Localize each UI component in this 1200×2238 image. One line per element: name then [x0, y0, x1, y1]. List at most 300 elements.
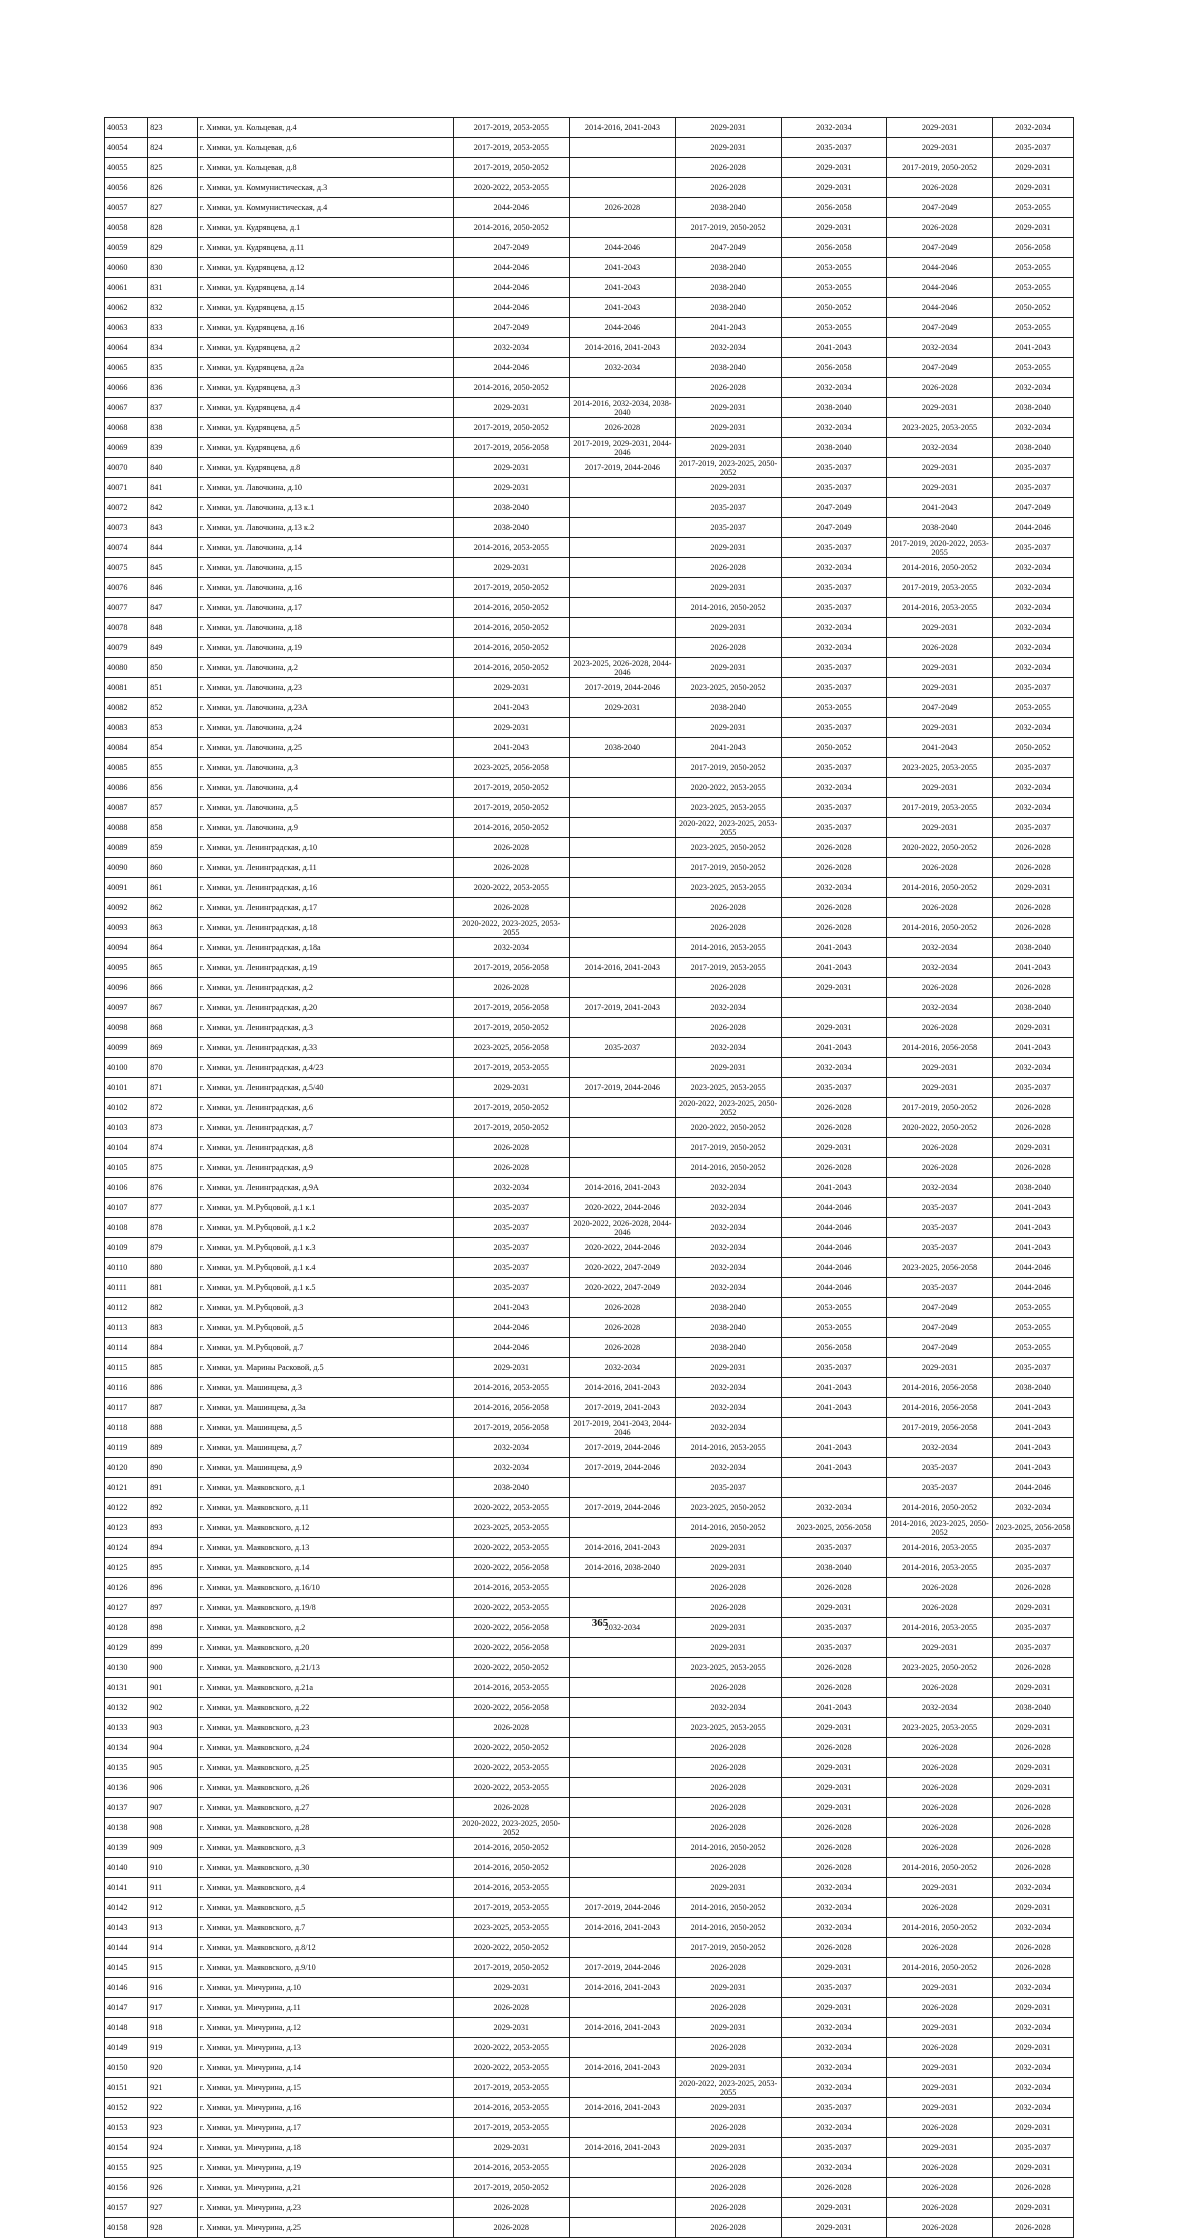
- seq-number-cell: 915: [148, 1958, 198, 1978]
- address-cell: г. Химки, ул. Лавочкина, д.24: [197, 718, 453, 738]
- period-cell-4: 2029-2031: [781, 1778, 887, 1798]
- period-cell-2: 2017-2019, 2044-2046: [570, 1498, 676, 1518]
- table-row: [105, 618, 1074, 638]
- seq-number-cell: 842: [148, 498, 198, 518]
- address-cell: г. Химки, ул. Кудрявцева, д.11: [197, 238, 453, 258]
- period-cell-2: [570, 158, 676, 178]
- table-row: [105, 1578, 1074, 1598]
- period-cell-3: 2029-2031: [675, 398, 781, 418]
- period-cell-3: 2026-2028: [675, 2158, 781, 2178]
- period-cell-3: 2029-2031: [675, 658, 781, 678]
- period-cell-5: 2026-2028: [887, 1778, 993, 1798]
- period-cell-1: 2020-2022, 2053-2055: [453, 1778, 570, 1798]
- seq-number-cell: 887: [148, 1398, 198, 1418]
- seq-number-cell: 924: [148, 2138, 198, 2158]
- period-cell-6: 2032-2034: [992, 618, 1073, 638]
- period-cell-3: 2020-2022, 2050-2052: [675, 1118, 781, 1138]
- seq-number-cell: 839: [148, 438, 198, 458]
- period-cell-6: 2032-2034: [992, 658, 1073, 678]
- period-cell-1: 2029-2031: [453, 398, 570, 418]
- period-cell-1: 2026-2028: [453, 898, 570, 918]
- period-cell-6: 2053-2055: [992, 198, 1073, 218]
- period-cell-6: 2035-2037: [992, 1618, 1073, 1638]
- seq-number-cell: 908: [148, 1818, 198, 1838]
- period-cell-6: 2026-2028: [992, 1118, 1073, 1138]
- period-cell-3: 2026-2028: [675, 1958, 781, 1978]
- period-cell-1: 2029-2031: [453, 2138, 570, 2158]
- period-cell-6: 2053-2055: [992, 1298, 1073, 1318]
- address-cell: г. Химки, ул. М.Рубцовой, д.5: [197, 1318, 453, 1338]
- row-id-cell: 40158: [105, 2218, 148, 2238]
- address-cell: г. Химки, ул. Лавочкина, д.15: [197, 558, 453, 578]
- period-cell-3: 2032-2034: [675, 1398, 781, 1418]
- period-cell-3: 2026-2028: [675, 2038, 781, 2058]
- seq-number-cell: 884: [148, 1338, 198, 1358]
- period-cell-2: [570, 638, 676, 658]
- period-cell-3: 2023-2025, 2053-2055: [675, 798, 781, 818]
- period-cell-2: 2014-2016, 2041-2043: [570, 1918, 676, 1938]
- row-id-cell: 40140: [105, 1858, 148, 1878]
- table-row: [105, 238, 1074, 258]
- seq-number-cell: 896: [148, 1578, 198, 1598]
- seq-number-cell: 889: [148, 1438, 198, 1458]
- address-cell: г. Химки, ул. Маяковского, д.13: [197, 1538, 453, 1558]
- period-cell-1: 2044-2046: [453, 298, 570, 318]
- address-cell: г. Химки, ул. Мичурина, д.13: [197, 2038, 453, 2058]
- period-cell-3: 2020-2022, 2023-2025, 2053-2055: [675, 818, 781, 838]
- period-cell-3: 2014-2016, 2053-2055: [675, 938, 781, 958]
- period-cell-5: 2014-2016, 2023-2025, 2050-2052: [887, 1518, 993, 1538]
- period-cell-5: 2041-2043: [887, 498, 993, 518]
- row-id-cell: 40118: [105, 1418, 148, 1438]
- table-row: [105, 458, 1074, 478]
- period-cell-6: 2035-2037: [992, 1538, 1073, 1558]
- period-cell-6: 2041-2043: [992, 1198, 1073, 1218]
- row-id-cell: 40109: [105, 1238, 148, 1258]
- period-cell-2: 2014-2016, 2041-2043: [570, 338, 676, 358]
- seq-number-cell: 906: [148, 1778, 198, 1798]
- row-id-cell: 40136: [105, 1778, 148, 1798]
- period-cell-6: 2032-2034: [992, 1498, 1073, 1518]
- period-cell-1: 2026-2028: [453, 1998, 570, 2018]
- seq-number-cell: 882: [148, 1298, 198, 1318]
- period-cell-5: 2014-2016, 2050-2052: [887, 558, 993, 578]
- period-cell-5: 2047-2049: [887, 1318, 993, 1338]
- address-cell: г. Химки, ул. Коммунистическая, д.4: [197, 198, 453, 218]
- period-cell-3: 2014-2016, 2050-2052: [675, 1518, 781, 1538]
- period-cell-5: 2044-2046: [887, 278, 993, 298]
- period-cell-6: 2029-2031: [992, 1898, 1073, 1918]
- row-id-cell: 40058: [105, 218, 148, 238]
- table-row: [105, 2158, 1074, 2178]
- period-cell-6: 2041-2043: [992, 1458, 1073, 1478]
- period-cell-6: 2041-2043: [992, 958, 1073, 978]
- period-cell-1: 2014-2016, 2053-2055: [453, 1378, 570, 1398]
- period-cell-5: 2023-2025, 2056-2058: [887, 1258, 993, 1278]
- period-cell-6: 2029-2031: [992, 2198, 1073, 2218]
- address-cell: г. Химки, ул. Маяковского, д.5: [197, 1898, 453, 1918]
- period-cell-4: 2026-2028: [781, 1098, 887, 1118]
- address-cell: г. Химки, ул. Кудрявцева, д.8: [197, 458, 453, 478]
- period-cell-5: 2026-2028: [887, 1138, 993, 1158]
- period-cell-5: 2041-2043: [887, 738, 993, 758]
- period-cell-1: 2017-2019, 2050-2052: [453, 578, 570, 598]
- period-cell-3: 2026-2028: [675, 2218, 781, 2238]
- period-cell-4: 2035-2037: [781, 538, 887, 558]
- period-cell-6: 2053-2055: [992, 1318, 1073, 1338]
- seq-number-cell: 901: [148, 1678, 198, 1698]
- address-cell: г. Химки, ул. Маяковского, д.25: [197, 1758, 453, 1778]
- row-id-cell: 40060: [105, 258, 148, 278]
- period-cell-4: [781, 998, 887, 1018]
- period-cell-4: 2044-2046: [781, 1238, 887, 1258]
- period-cell-2: 2014-2016, 2041-2043: [570, 1378, 676, 1398]
- address-cell: г. Химки, ул. Ленинградская, д.6: [197, 1098, 453, 1118]
- table-row: [105, 2038, 1074, 2058]
- period-cell-6: 2026-2028: [992, 1658, 1073, 1678]
- period-cell-5: 2023-2025, 2050-2052: [887, 1658, 993, 1678]
- address-cell: г. Химки, ул. Кудрявцева, д.15: [197, 298, 453, 318]
- period-cell-4: 2032-2034: [781, 2118, 887, 2138]
- period-cell-1: 2026-2028: [453, 858, 570, 878]
- address-cell: г. Химки, ул. Кудрявцева, д.6: [197, 438, 453, 458]
- period-cell-6: 2032-2034: [992, 578, 1073, 598]
- period-cell-6: 2035-2037: [992, 818, 1073, 838]
- address-cell: г. Химки, ул. Маяковского, д.3: [197, 1838, 453, 1858]
- period-cell-6: 2029-2031: [992, 1758, 1073, 1778]
- address-cell: г. Химки, ул. Лавочкина, д.10: [197, 478, 453, 498]
- address-cell: г. Химки, ул. Коммунистическая, д.3: [197, 178, 453, 198]
- period-cell-6: 2035-2037: [992, 138, 1073, 158]
- period-cell-4: 2044-2046: [781, 1278, 887, 1298]
- period-cell-3: 2035-2037: [675, 518, 781, 538]
- seq-number-cell: 823: [148, 118, 198, 138]
- period-cell-2: [570, 818, 676, 838]
- address-cell: г. Химки, ул. Мичурина, д.15: [197, 2078, 453, 2098]
- period-cell-1: 2014-2016, 2050-2052: [453, 638, 570, 658]
- table-row: [105, 2058, 1074, 2078]
- address-cell: г. Химки, ул. Ленинградская, д.9: [197, 1158, 453, 1178]
- period-cell-5: 2035-2037: [887, 1198, 993, 1218]
- period-cell-6: 2032-2034: [992, 2058, 1073, 2078]
- period-cell-5: 2029-2031: [887, 398, 993, 418]
- period-cell-2: [570, 1818, 676, 1838]
- period-cell-2: 2020-2022, 2044-2046: [570, 1238, 676, 1258]
- address-cell: г. Химки, ул. Лавочкина, д.25: [197, 738, 453, 758]
- table-row: [105, 318, 1074, 338]
- period-cell-1: 2029-2031: [453, 458, 570, 478]
- address-cell: г. Химки, ул. Лавочкина, д.3: [197, 758, 453, 778]
- row-id-cell: 40133: [105, 1718, 148, 1738]
- period-cell-1: 2020-2022, 2053-2055: [453, 2038, 570, 2058]
- period-cell-2: 2026-2028: [570, 198, 676, 218]
- table-row: [105, 918, 1074, 938]
- period-cell-6: 2044-2046: [992, 1478, 1073, 1498]
- seq-number-cell: 862: [148, 898, 198, 918]
- period-cell-1: 2044-2046: [453, 278, 570, 298]
- period-cell-6: 2041-2043: [992, 1398, 1073, 1418]
- table-row: [105, 938, 1074, 958]
- period-cell-1: 2014-2016, 2050-2052: [453, 378, 570, 398]
- period-cell-4: 2041-2043: [781, 938, 887, 958]
- period-cell-3: 2026-2028: [675, 1578, 781, 1598]
- seq-number-cell: 832: [148, 298, 198, 318]
- period-cell-5: 2029-2031: [887, 618, 993, 638]
- seq-number-cell: 926: [148, 2178, 198, 2198]
- period-cell-5: 2026-2028: [887, 1898, 993, 1918]
- row-id-cell: 40147: [105, 1998, 148, 2018]
- table-row: [105, 678, 1074, 698]
- period-cell-6: 2029-2031: [992, 178, 1073, 198]
- row-id-cell: 40091: [105, 878, 148, 898]
- period-cell-6: 2050-2052: [992, 298, 1073, 318]
- seq-number-cell: 903: [148, 1718, 198, 1738]
- row-id-cell: 40123: [105, 1518, 148, 1538]
- period-cell-5: 2047-2049: [887, 698, 993, 718]
- table-row: [105, 758, 1074, 778]
- period-cell-2: 2026-2028: [570, 418, 676, 438]
- seq-number-cell: 849: [148, 638, 198, 658]
- address-cell: г. Химки, ул. Ленинградская, д.2: [197, 978, 453, 998]
- period-cell-4: 2035-2037: [781, 798, 887, 818]
- table-row: [105, 1518, 1074, 1538]
- table-row: [105, 178, 1074, 198]
- period-cell-1: 2032-2034: [453, 938, 570, 958]
- table-row: [105, 1698, 1074, 1718]
- period-cell-1: 2041-2043: [453, 698, 570, 718]
- period-cell-4: 2029-2031: [781, 1958, 887, 1978]
- period-cell-4: 2032-2034: [781, 1918, 887, 1938]
- period-cell-1: 2017-2019, 2050-2052: [453, 1018, 570, 1038]
- address-cell: г. Химки, ул. Лавочкина, д.18: [197, 618, 453, 638]
- period-cell-4: 2035-2037: [781, 1638, 887, 1658]
- period-cell-5: 2035-2037: [887, 1478, 993, 1498]
- period-cell-5: 2029-2031: [887, 1058, 993, 1078]
- row-id-cell: 40148: [105, 2018, 148, 2038]
- seq-number-cell: 852: [148, 698, 198, 718]
- period-cell-1: 2023-2025, 2056-2058: [453, 758, 570, 778]
- table-row: [105, 2178, 1074, 2198]
- period-cell-4: 2041-2043: [781, 1698, 887, 1718]
- period-cell-6: 2032-2034: [992, 598, 1073, 618]
- seq-number-cell: 920: [148, 2058, 198, 2078]
- period-cell-3: 2026-2028: [675, 1798, 781, 1818]
- table-row: [105, 1178, 1074, 1198]
- address-cell: г. Химки, ул. Кудрявцева, д.12: [197, 258, 453, 278]
- period-cell-1: 2020-2022, 2053-2055: [453, 1758, 570, 1778]
- period-cell-4: 2035-2037: [781, 598, 887, 618]
- period-cell-1: 2035-2037: [453, 1258, 570, 1278]
- period-cell-1: 2044-2046: [453, 1318, 570, 1338]
- period-cell-1: 2020-2022, 2056-2058: [453, 1558, 570, 1578]
- period-cell-1: 2017-2019, 2056-2058: [453, 1418, 570, 1438]
- seq-number-cell: 847: [148, 598, 198, 618]
- period-cell-5: 2044-2046: [887, 298, 993, 318]
- period-cell-4: 2029-2031: [781, 1998, 887, 2018]
- address-cell: г. Химки, ул. Кудрявцева, д.4: [197, 398, 453, 418]
- period-cell-1: 2020-2022, 2053-2055: [453, 1598, 570, 1618]
- period-cell-6: 2029-2031: [992, 2038, 1073, 2058]
- period-cell-5: 2047-2049: [887, 1298, 993, 1318]
- seq-number-cell: 845: [148, 558, 198, 578]
- period-cell-4: 2035-2037: [781, 578, 887, 598]
- period-cell-2: 2017-2019, 2044-2046: [570, 678, 676, 698]
- period-cell-2: [570, 538, 676, 558]
- table-row: [105, 1778, 1074, 1798]
- seq-number-cell: 876: [148, 1178, 198, 1198]
- period-cell-1: 2020-2022, 2053-2055: [453, 178, 570, 198]
- period-cell-6: 2026-2028: [992, 838, 1073, 858]
- period-cell-3: 2029-2031: [675, 578, 781, 598]
- row-id-cell: 40132: [105, 1698, 148, 1718]
- period-cell-1: 2035-2037: [453, 1238, 570, 1258]
- seq-number-cell: 860: [148, 858, 198, 878]
- period-cell-4: 2056-2058: [781, 198, 887, 218]
- row-id-cell: 40117: [105, 1398, 148, 1418]
- table-row: [105, 418, 1074, 438]
- seq-number-cell: 923: [148, 2118, 198, 2138]
- row-id-cell: 40095: [105, 958, 148, 978]
- period-cell-3: 2026-2028: [675, 898, 781, 918]
- period-cell-5: 2032-2034: [887, 1178, 993, 1198]
- row-id-cell: 40121: [105, 1478, 148, 1498]
- period-cell-5: 2020-2022, 2050-2052: [887, 1118, 993, 1138]
- period-cell-4: 2035-2037: [781, 658, 887, 678]
- period-cell-5: 2026-2028: [887, 1838, 993, 1858]
- period-cell-2: 2014-2016, 2041-2043: [570, 1978, 676, 1998]
- period-cell-3: 2032-2034: [675, 1698, 781, 1718]
- address-cell: г. Химки, ул. Маяковского, д.11: [197, 1498, 453, 1518]
- period-cell-6: 2032-2034: [992, 798, 1073, 818]
- row-id-cell: 40122: [105, 1498, 148, 1518]
- period-cell-4: 2041-2043: [781, 1458, 887, 1478]
- table-row: [105, 258, 1074, 278]
- period-cell-6: 2041-2043: [992, 338, 1073, 358]
- period-cell-6: 2038-2040: [992, 1378, 1073, 1398]
- period-cell-3: 2029-2031: [675, 618, 781, 638]
- period-cell-5: 2029-2031: [887, 2138, 993, 2158]
- period-cell-4: 2029-2031: [781, 2218, 887, 2238]
- period-cell-4: 2053-2055: [781, 278, 887, 298]
- seq-number-cell: 872: [148, 1098, 198, 1118]
- period-cell-1: 2014-2016, 2053-2055: [453, 538, 570, 558]
- period-cell-4: 2026-2028: [781, 1938, 887, 1958]
- address-cell: г. Химки, ул. Кудрявцева, д.16: [197, 318, 453, 338]
- period-cell-4: 2047-2049: [781, 518, 887, 538]
- period-cell-4: 2038-2040: [781, 438, 887, 458]
- period-cell-5: 2029-2031: [887, 138, 993, 158]
- period-cell-1: 2029-2031: [453, 558, 570, 578]
- table-row: [105, 1978, 1074, 1998]
- address-cell: г. Химки, ул. Марины Расковой, д.5: [197, 1358, 453, 1378]
- period-cell-2: [570, 1098, 676, 1118]
- seq-number-cell: 864: [148, 938, 198, 958]
- period-cell-3: 2026-2028: [675, 2198, 781, 2218]
- seq-number-cell: 911: [148, 1878, 198, 1898]
- period-cell-4: [781, 1478, 887, 1498]
- period-cell-6: 2026-2028: [992, 1738, 1073, 1758]
- period-cell-3: 2014-2016, 2050-2052: [675, 1918, 781, 1938]
- period-cell-5: 2047-2049: [887, 238, 993, 258]
- row-id-cell: 40103: [105, 1118, 148, 1138]
- seq-number-cell: 867: [148, 998, 198, 1018]
- row-id-cell: 40064: [105, 338, 148, 358]
- row-id-cell: 40125: [105, 1558, 148, 1578]
- period-cell-3: 2032-2034: [675, 338, 781, 358]
- period-cell-6: 2053-2055: [992, 318, 1073, 338]
- period-cell-2: [570, 1778, 676, 1798]
- period-cell-5: 2014-2016, 2050-2052: [887, 1858, 993, 1878]
- period-cell-3: 2023-2025, 2050-2052: [675, 678, 781, 698]
- period-cell-3: 2032-2034: [675, 1238, 781, 1258]
- period-cell-1: 2029-2031: [453, 1358, 570, 1378]
- address-cell: г. Химки, ул. Маяковского, д.27: [197, 1798, 453, 1818]
- table-row: [105, 2138, 1074, 2158]
- row-id-cell: 40151: [105, 2078, 148, 2098]
- period-cell-5: 2029-2031: [887, 458, 993, 478]
- period-cell-2: 2017-2019, 2044-2046: [570, 1078, 676, 1098]
- period-cell-6: 2056-2058: [992, 238, 1073, 258]
- period-cell-2: [570, 838, 676, 858]
- period-cell-4: 2026-2028: [781, 1738, 887, 1758]
- period-cell-3: 2014-2016, 2050-2052: [675, 1898, 781, 1918]
- period-cell-4: 2032-2034: [781, 1058, 887, 1078]
- period-cell-5: 2026-2028: [887, 2218, 993, 2238]
- address-cell: г. Химки, ул. М.Рубцовой, д.1 к.3: [197, 1238, 453, 1258]
- table-row: [105, 1478, 1074, 1498]
- row-id-cell: 40134: [105, 1738, 148, 1758]
- seq-number-cell: 874: [148, 1138, 198, 1158]
- seq-number-cell: 893: [148, 1518, 198, 1538]
- period-cell-4: 2026-2028: [781, 1818, 887, 1838]
- period-cell-6: 2053-2055: [992, 1338, 1073, 1358]
- table-row: [105, 498, 1074, 518]
- seq-number-cell: 894: [148, 1538, 198, 1558]
- address-cell: г. Химки, ул. Машинцева, д.3а: [197, 1398, 453, 1418]
- row-id-cell: 40145: [105, 1958, 148, 1978]
- period-cell-5: 2029-2031: [887, 818, 993, 838]
- period-cell-5: 2029-2031: [887, 678, 993, 698]
- table-row: [105, 398, 1074, 418]
- seq-number-cell: 885: [148, 1358, 198, 1378]
- period-cell-4: 2026-2028: [781, 1578, 887, 1598]
- table-row: [105, 1138, 1074, 1158]
- period-cell-4: 2047-2049: [781, 498, 887, 518]
- period-cell-4: 2032-2034: [781, 618, 887, 638]
- table-row: [105, 1058, 1074, 1078]
- table-row: [105, 1318, 1074, 1338]
- row-id-cell: 40073: [105, 518, 148, 538]
- seq-number-cell: 928: [148, 2218, 198, 2238]
- period-cell-4: 2032-2034: [781, 558, 887, 578]
- period-cell-2: 2017-2019, 2041-2043: [570, 998, 676, 1018]
- seq-number-cell: 917: [148, 1998, 198, 2018]
- period-cell-5: 2017-2019, 2053-2055: [887, 578, 993, 598]
- seq-number-cell: 831: [148, 278, 198, 298]
- period-cell-4: 2032-2034: [781, 118, 887, 138]
- period-cell-4: 2032-2034: [781, 418, 887, 438]
- period-cell-3: 2038-2040: [675, 298, 781, 318]
- period-cell-3: 2026-2028: [675, 558, 781, 578]
- period-cell-5: 2032-2034: [887, 938, 993, 958]
- period-cell-4: 2032-2034: [781, 878, 887, 898]
- address-cell: г. Химки, ул. М.Рубцовой, д.1 к.5: [197, 1278, 453, 1298]
- table-row: [105, 118, 1074, 138]
- address-cell: г. Химки, ул. Мичурина, д.11: [197, 1998, 453, 2018]
- seq-number-cell: 825: [148, 158, 198, 178]
- row-id-cell: 40078: [105, 618, 148, 638]
- period-cell-3: 2026-2028: [675, 158, 781, 178]
